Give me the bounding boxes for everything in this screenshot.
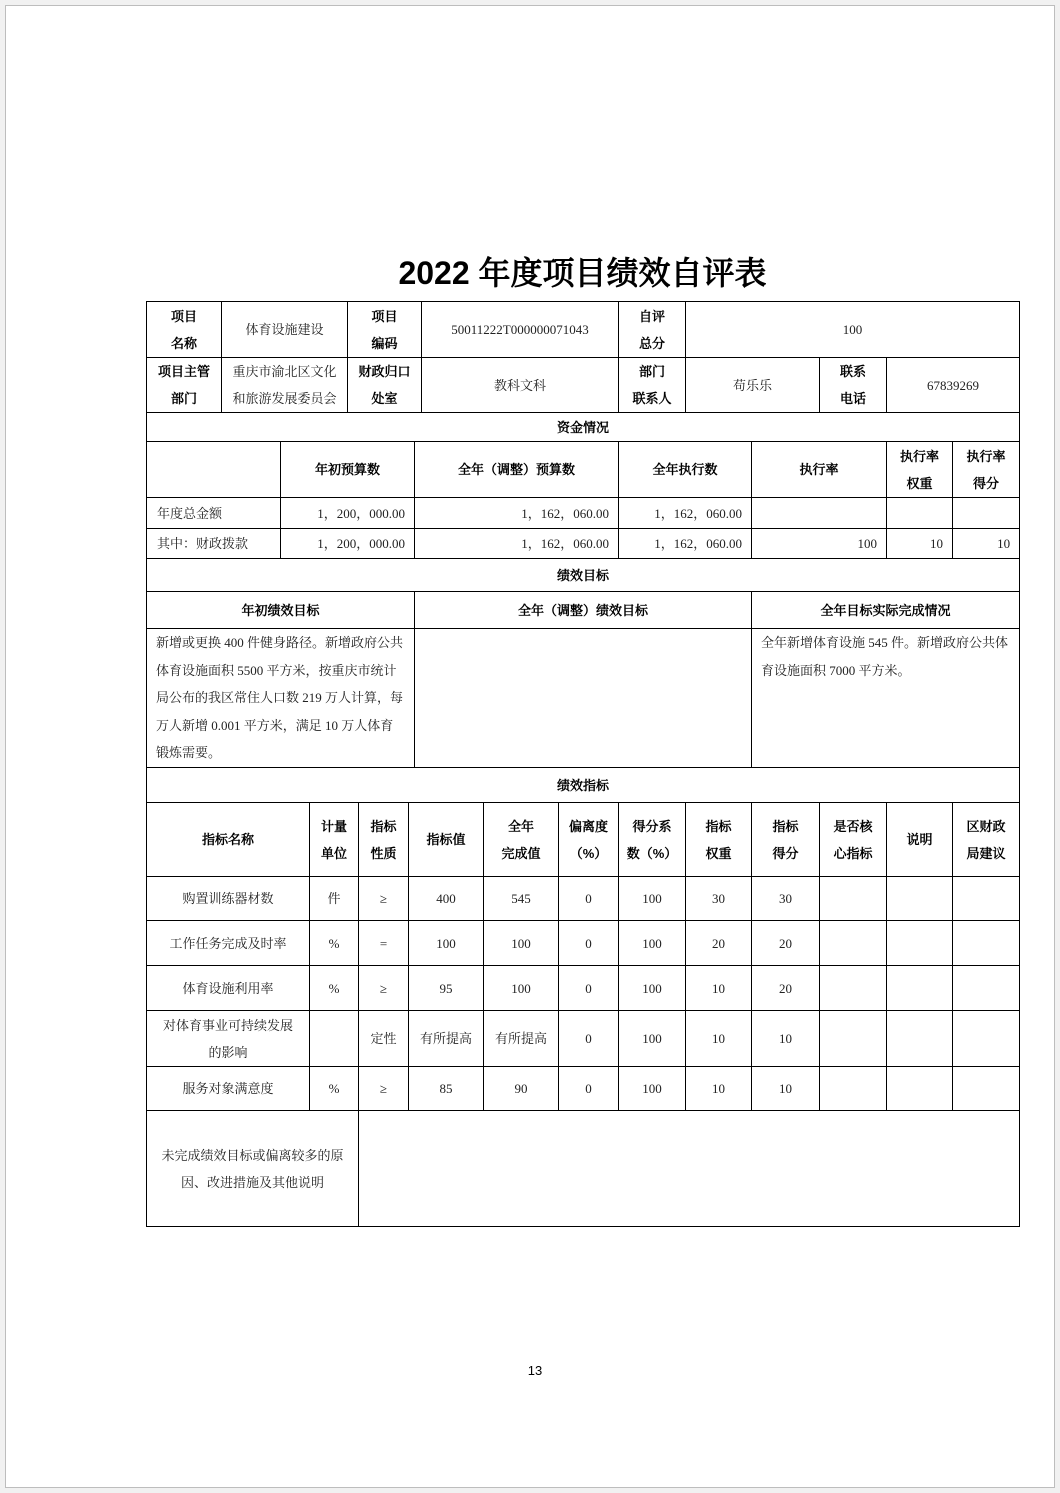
indicator-suggestion (953, 877, 1020, 921)
indicator-name: 工作任务完成及时率 (147, 921, 310, 966)
indicator-target: 95 (409, 966, 484, 1011)
indicator-deviation: 0 (559, 921, 619, 966)
finance-office-label: 财政归口 处室 (348, 358, 422, 413)
table-row (147, 413, 1020, 442)
project-name-value: 体育设施建设 (222, 302, 348, 358)
funding-executed: 1，162，060.00 (619, 498, 752, 529)
indicator-actual: 100 (484, 921, 559, 966)
indicator-score: 10 (752, 1067, 820, 1111)
funding-header-executed: 全年执行数 (619, 442, 752, 498)
indicator-suggestion (953, 1011, 1020, 1067)
indicator-score: 20 (752, 921, 820, 966)
department-value: 重庆市渝北区文化 和旅游发展委员会 (222, 358, 348, 413)
table-row (147, 803, 1020, 877)
project-code-label: 项目 编码 (348, 302, 422, 358)
indicator-core (820, 1067, 887, 1111)
funding-row-label: 年度总金额 (147, 498, 281, 529)
indicator-deviation: 0 (559, 966, 619, 1011)
indicator-deviation: 0 (559, 1067, 619, 1111)
phone-label: 联系 电话 (820, 358, 887, 413)
indicator-header-score: 指标 得分 (752, 803, 820, 877)
goals-header-actual: 全年目标实际完成情况 (752, 592, 1020, 629)
department-label: 项目主管 部门 (147, 358, 222, 413)
table-row (147, 921, 1020, 966)
funding-adjusted-budget: 1，162，060.00 (415, 529, 619, 559)
indicator-header-actual: 全年 完成值 (484, 803, 559, 877)
table-row (147, 1111, 1020, 1227)
indicator-actual: 有所提高 (484, 1011, 559, 1067)
indicator-header-coefficient: 得分系 数（%） (619, 803, 686, 877)
indicator-actual: 90 (484, 1067, 559, 1111)
funding-header-rate-score: 执行率 得分 (953, 442, 1020, 498)
goals-header-adjusted: 全年（调整）绩效目标 (415, 592, 752, 629)
table-row (147, 559, 1020, 592)
table-row (147, 592, 1020, 629)
indicator-note (887, 1067, 953, 1111)
indicator-name: 购置训练器材数 (147, 877, 310, 921)
table-row (147, 877, 1020, 921)
funding-execution-rate (752, 498, 887, 529)
indicator-score: 30 (752, 877, 820, 921)
indicator-core (820, 1011, 887, 1067)
funding-rate-score (953, 498, 1020, 529)
indicator-suggestion (953, 966, 1020, 1011)
indicator-weight: 10 (686, 1067, 752, 1111)
indicator-header-nature: 指标 性质 (359, 803, 409, 877)
indicator-name: 对体育事业可持续发展 的影响 (147, 1011, 310, 1067)
indicator-weight: 30 (686, 877, 752, 921)
funding-initial-budget: 1，200，000.00 (281, 498, 415, 529)
finance-office-value: 教科文科 (422, 358, 619, 413)
table-row (147, 529, 1020, 559)
funding-initial-budget: 1，200，000.00 (281, 529, 415, 559)
table-row (147, 1011, 1020, 1067)
indicator-nature: ≥ (359, 877, 409, 921)
indicator-score: 20 (752, 966, 820, 1011)
indicator-header-target: 指标值 (409, 803, 484, 877)
indicator-name: 服务对象满意度 (147, 1067, 310, 1111)
indicator-nature: ≥ (359, 966, 409, 1011)
indicator-header-deviation: 偏离度 （%） (559, 803, 619, 877)
self-score-value: 100 (686, 302, 1020, 358)
table-row (147, 302, 1020, 358)
indicator-header-suggestion: 区财政 局建议 (953, 803, 1020, 877)
contact-value: 苟乐乐 (686, 358, 820, 413)
performance-evaluation-table (146, 301, 1020, 1227)
indicator-header-name: 指标名称 (147, 803, 310, 877)
indicator-target: 100 (409, 921, 484, 966)
table-row (147, 442, 1020, 498)
indicator-coefficient: 100 (619, 1067, 686, 1111)
phone-value: 67839269 (887, 358, 1020, 413)
goals-section-title: 绩效目标 (147, 559, 1020, 592)
indicator-unit: % (310, 921, 359, 966)
table-row (147, 1067, 1020, 1111)
indicator-note (887, 1011, 953, 1067)
indicator-header-core: 是否核 心指标 (820, 803, 887, 877)
goals-actual-text: 全年新增体育设施 545 件。新增政府公共体育设施面积 7000 平方米。 (752, 629, 1020, 768)
indicator-suggestion (953, 1067, 1020, 1111)
indicator-header-weight: 指标 权重 (686, 803, 752, 877)
indicator-note (887, 921, 953, 966)
indicator-nature: 定性 (359, 1011, 409, 1067)
funding-rate-score: 10 (953, 529, 1020, 559)
indicators-section-title: 绩效指标 (147, 768, 1020, 803)
indicator-weight: 20 (686, 921, 752, 966)
indicator-target: 有所提高 (409, 1011, 484, 1067)
indicator-score: 10 (752, 1011, 820, 1067)
goals-header-initial: 年初绩效目标 (147, 592, 415, 629)
indicator-header-unit: 计量 单位 (310, 803, 359, 877)
funding-header-initial-budget: 年初预算数 (281, 442, 415, 498)
indicator-name: 体育设施利用率 (147, 966, 310, 1011)
remarks-label: 未完成绩效目标或偏离较多的原因、改进措施及其他说明 (147, 1111, 359, 1227)
funding-row-label: 其中：财政拨款 (147, 529, 281, 559)
funding-header-execution-rate: 执行率 (752, 442, 887, 498)
indicator-coefficient: 100 (619, 877, 686, 921)
funding-rate-weight: 10 (887, 529, 953, 559)
indicator-unit (310, 1011, 359, 1067)
indicator-core (820, 877, 887, 921)
indicator-suggestion (953, 921, 1020, 966)
table-row (147, 966, 1020, 1011)
table-row (147, 629, 1020, 768)
funding-adjusted-budget: 1，162，060.00 (415, 498, 619, 529)
page-title: 2022 年度项目绩效自评表 (398, 255, 767, 291)
indicator-actual: 100 (484, 966, 559, 1011)
funding-executed: 1，162，060.00 (619, 529, 752, 559)
table-row (147, 358, 1020, 413)
funding-rate-weight (887, 498, 953, 529)
project-code-value: 50011222T000000071043 (422, 302, 619, 358)
indicator-deviation: 0 (559, 877, 619, 921)
indicator-coefficient: 100 (619, 921, 686, 966)
indicator-target: 400 (409, 877, 484, 921)
funding-section-title: 资金情况 (147, 413, 1020, 442)
indicator-deviation: 0 (559, 1011, 619, 1067)
funding-header-rate-weight: 执行率 权重 (887, 442, 953, 498)
indicator-coefficient: 100 (619, 966, 686, 1011)
indicator-target: 85 (409, 1067, 484, 1111)
contact-label: 部门 联系人 (619, 358, 686, 413)
self-score-label: 自评 总分 (619, 302, 686, 358)
indicator-coefficient: 100 (619, 1011, 686, 1067)
funding-execution-rate: 100 (752, 529, 887, 559)
project-name-label: 项目 名称 (147, 302, 222, 358)
indicator-nature: ≥ (359, 1067, 409, 1111)
indicator-nature: = (359, 921, 409, 966)
indicator-actual: 545 (484, 877, 559, 921)
indicator-unit: 件 (310, 877, 359, 921)
goals-adjusted-text (415, 629, 752, 768)
funding-header-adjusted-budget: 全年（调整）预算数 (415, 442, 619, 498)
indicator-core (820, 966, 887, 1011)
indicator-unit: % (310, 966, 359, 1011)
indicator-weight: 10 (686, 966, 752, 1011)
remarks-value (359, 1111, 1020, 1227)
indicator-weight: 10 (686, 1011, 752, 1067)
indicator-header-note: 说明 (887, 803, 953, 877)
page-number: 13 (527, 1363, 543, 1378)
indicator-unit: % (310, 1067, 359, 1111)
indicator-core (820, 921, 887, 966)
indicator-note (887, 877, 953, 921)
table-row (147, 498, 1020, 529)
table-row (147, 768, 1020, 803)
indicator-note (887, 966, 953, 1011)
funding-header-blank (147, 442, 281, 498)
document-page (5, 5, 1055, 1488)
goals-initial-text: 新增或更换 400 件健身路径。新增政府公共体育设施面积 5500 平方米，按重庆市统计局公布的我区常住人口数 219 万人计算，每万人新增 0.001 平方米，满足 10 万人体育锻炼需要。 (147, 629, 415, 768)
